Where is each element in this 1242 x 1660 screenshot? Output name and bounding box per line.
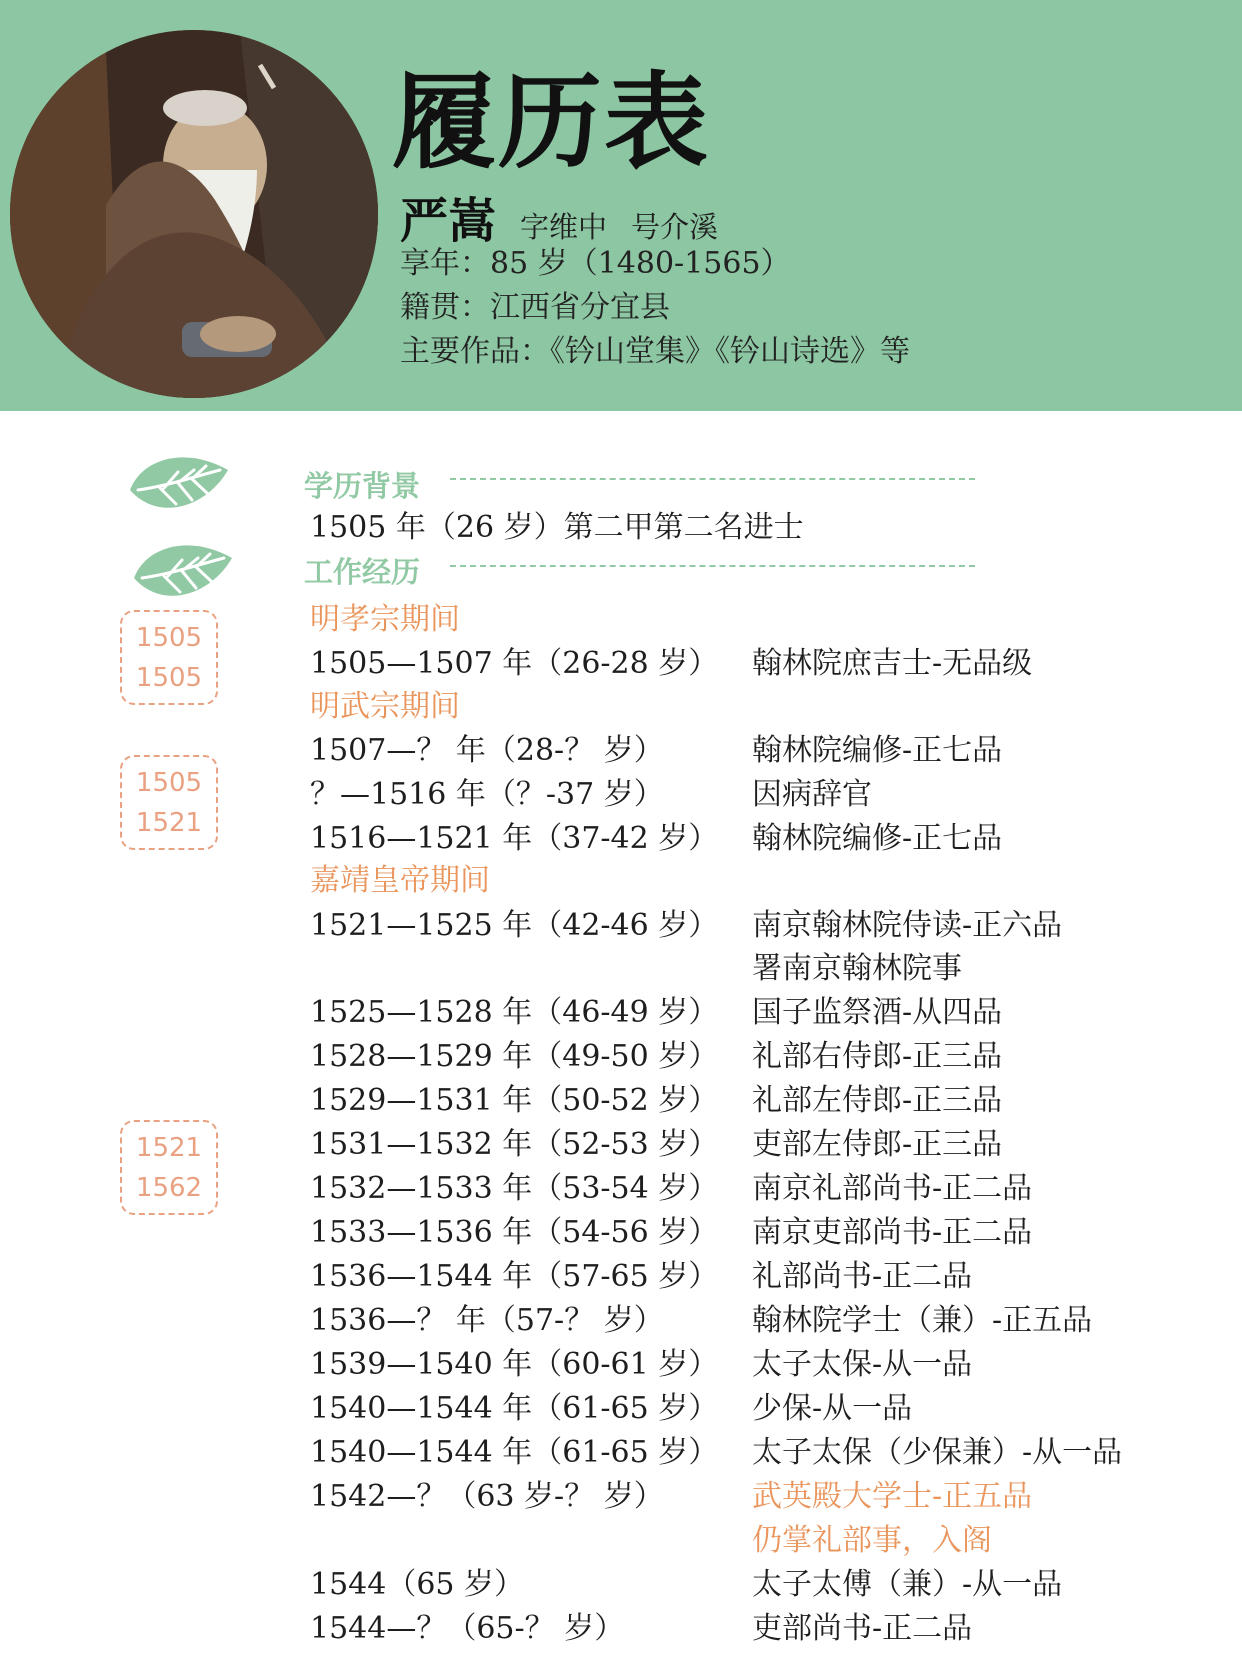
age-info: 享年：85 岁（1480-1565） xyxy=(400,246,791,281)
badge-end-year: 1505 xyxy=(135,662,203,693)
period-label: 嘉靖皇帝期间 xyxy=(310,863,490,898)
leaf-icon xyxy=(124,448,232,524)
timeline-date: 1507—？ 年（28-？ 岁） xyxy=(310,733,664,768)
period-label: 明孝宗期间 xyxy=(310,602,460,637)
timeline-date: 1531—1532 年（52-53 岁） xyxy=(310,1127,719,1162)
timeline-date: 1540—1544 年（61-65 岁） xyxy=(310,1391,719,1426)
timeline-date: 1529—1531 年（50-52 岁） xyxy=(310,1083,719,1118)
timeline-role: 署南京翰林院事 xyxy=(752,951,962,986)
timeline-date: ？—1516 年（？-37 岁） xyxy=(310,777,664,812)
person-name: 严嵩 xyxy=(400,193,497,249)
timeline-role: 南京吏部尚书-正二品 xyxy=(752,1215,1033,1250)
timeline-role: 礼部右侍郎-正三品 xyxy=(752,1039,1003,1074)
profile-header xyxy=(0,0,1242,411)
timeline-date: 1539—1540 年（60-61 岁） xyxy=(310,1347,719,1382)
timeline-role: 翰林院编修-正七品 xyxy=(752,821,1003,856)
page-title: 履历表 xyxy=(392,61,711,183)
timeline-role: 国子监祭酒-从四品 xyxy=(752,995,1003,1030)
timeline-date: 1525—1528 年（46-49 岁） xyxy=(310,995,719,1030)
timeline-date: 1505—1507 年（26-28 岁） xyxy=(310,646,719,681)
timeline-date: 1544—？（65-？ 岁） xyxy=(310,1611,625,1646)
timeline-role: 翰林院庶吉士-无品级 xyxy=(752,646,1033,681)
native-place-info: 籍贯：江西省分宜县 xyxy=(400,290,670,325)
courtesy-name: 字维中 xyxy=(520,210,608,244)
timeline-role: 南京礼部尚书-正二品 xyxy=(752,1171,1033,1206)
year-range-badge xyxy=(120,755,218,850)
timeline-date: 1521—1525 年（42-46 岁） xyxy=(310,908,719,943)
timeline-date: 1542—？（63 岁-？ 岁） xyxy=(310,1479,664,1514)
badge-end-year: 1521 xyxy=(135,807,203,838)
timeline-role: 太子太傅（兼）-从一品 xyxy=(752,1567,1063,1602)
timeline-role: 翰林院学士（兼）-正五品 xyxy=(752,1303,1093,1338)
timeline-date: 1532—1533 年（53-54 岁） xyxy=(310,1171,719,1206)
education-divider xyxy=(450,478,975,480)
work-section-title: 工作经历 xyxy=(304,555,421,589)
timeline-role: 少保-从一品 xyxy=(752,1391,913,1426)
portrait-illustration xyxy=(10,30,378,398)
badge-start-year: 1505 xyxy=(135,622,203,653)
badge-start-year: 1505 xyxy=(135,767,203,798)
works-info: 主要作品：《钤山堂集》《钤山诗选》等 xyxy=(400,334,910,369)
art-name: 号介溪 xyxy=(631,210,719,244)
timeline-role: 太子太保-从一品 xyxy=(752,1347,973,1382)
timeline-role-highlighted: 武英殿大学士-正五品 xyxy=(752,1479,1033,1514)
timeline-date: 1540—1544 年（61-65 岁） xyxy=(310,1435,719,1470)
timeline-role: 吏部左侍郎-正三品 xyxy=(752,1127,1003,1162)
timeline-date: 1536—1544 年（57-65 岁） xyxy=(310,1259,719,1294)
timeline-role: 因病辞官 xyxy=(752,777,872,812)
year-range-badge xyxy=(120,610,218,705)
timeline-date: 1533—1536 年（54-56 岁） xyxy=(310,1215,719,1250)
timeline-role: 吏部尚书-正二品 xyxy=(752,1611,973,1646)
work-divider xyxy=(450,565,975,567)
leaf-icon xyxy=(128,536,236,612)
timeline-date: 1516—1521 年（37-42 岁） xyxy=(310,821,719,856)
portrait-image xyxy=(10,30,378,398)
education-section-title: 学历背景 xyxy=(304,469,421,503)
education-entry: 1505 年（26 岁）第二甲第二名进士 xyxy=(310,510,804,545)
timeline-date: 1544（65 岁） xyxy=(310,1567,525,1602)
timeline-role: 礼部左侍郎-正三品 xyxy=(752,1083,1003,1118)
badge-end-year: 1562 xyxy=(135,1172,203,1203)
timeline-role: 南京翰林院侍读-正六品 xyxy=(752,908,1063,943)
timeline-role-highlighted: 仍掌礼部事，入阁 xyxy=(752,1523,992,1558)
timeline-role: 太子太保（少保兼）-从一品 xyxy=(752,1435,1123,1470)
timeline-role: 翰林院编修-正七品 xyxy=(752,733,1003,768)
period-label: 明武宗期间 xyxy=(310,689,460,724)
year-range-badge xyxy=(120,1120,218,1215)
timeline-date: 1536—？ 年（57-？ 岁） xyxy=(310,1303,664,1338)
timeline-role: 礼部尚书-正二品 xyxy=(752,1259,973,1294)
badge-start-year: 1521 xyxy=(135,1132,203,1163)
timeline-date: 1528—1529 年（49-50 岁） xyxy=(310,1039,719,1074)
